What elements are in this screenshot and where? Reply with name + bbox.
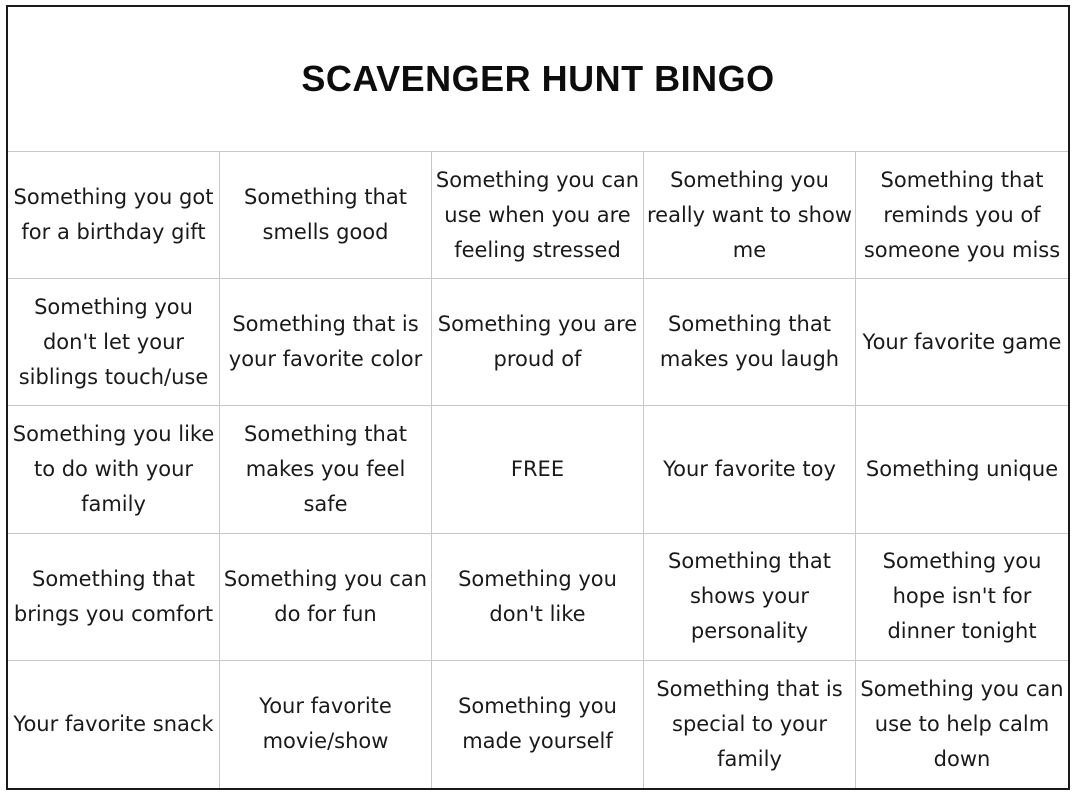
bingo-cell: Your favorite movie/show [220, 661, 432, 788]
bingo-cell: Something you really want to show me [644, 152, 856, 279]
bingo-cell: Your favorite toy [644, 406, 856, 533]
bingo-cell: Something that smells good [220, 152, 432, 279]
bingo-cell-free: FREE [432, 406, 644, 533]
bingo-cell: Something you can use when you are feeling stressed [432, 152, 644, 279]
bingo-cell: Something you don't like [432, 534, 644, 661]
bingo-cell: Something that is special to your family [644, 661, 856, 788]
bingo-cell: Something you hope isn't for dinner tonight [856, 534, 1068, 661]
title-row [8, 7, 1068, 152]
bingo-cell: Something you can use to help calm down [860, 676, 1064, 771]
bingo-cell: Something unique [856, 406, 1068, 533]
bingo-cell: Something you got for a birthday gift [8, 152, 220, 279]
bingo-cell: Something that makes you laugh [644, 279, 856, 406]
bingo-card [6, 5, 1070, 790]
bingo-cell: Something you can do for fun [220, 534, 432, 661]
bingo-grid [8, 152, 1068, 788]
bingo-cell: Something that makes you feel safe [220, 406, 432, 533]
bingo-cell: Something that is your favorite color [220, 279, 432, 406]
bingo-cell: Something that brings you comfort [8, 534, 220, 661]
bingo-cell: Something you made yourself [432, 661, 644, 788]
bingo-cell: Something that reminds you of someone you miss [856, 152, 1068, 279]
bingo-cell: Something you are proud of [432, 279, 644, 406]
bingo-cell: Your favorite snack [8, 661, 220, 788]
bingo-cell: Your favorite game [856, 279, 1068, 406]
bingo-cell: Something you don't let your siblings touch/use [8, 279, 220, 406]
bingo-cell: Something you like to do with your family [8, 406, 220, 533]
bingo-cell: Something that shows your personality [644, 534, 856, 661]
page-title: SCAVENGER HUNT BINGO [301, 58, 775, 99]
